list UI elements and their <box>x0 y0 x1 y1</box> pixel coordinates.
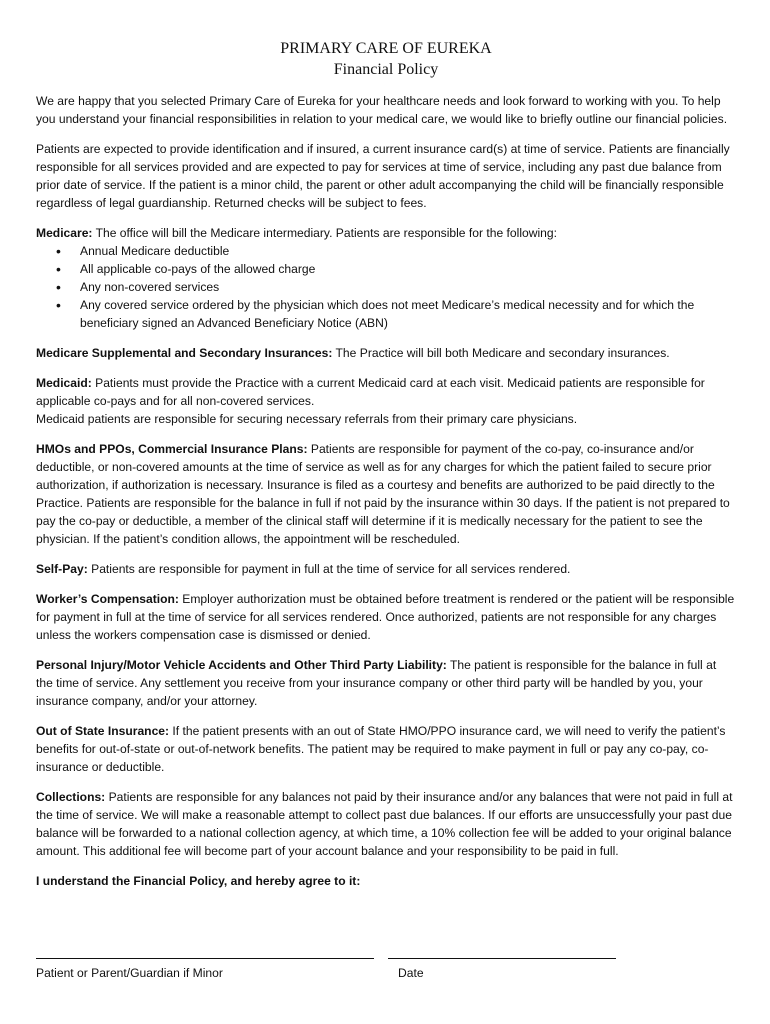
hmo-text: Patients are responsible for payment of the co-pay, co-insurance and/or deductible, or non-covered amounts at the time of service as well as for any charges for which the patient failed to secure prior authorization, if authorization is necessary. Insurance is filed as a courtesy and benefits are authorized to be paid directly to the Practice. Patients are responsible for the balance in full if not paid by the insurance within 30 days. If the patient is not prepared to pay the co-pay or deductible, a member of the clinical staff will determine if it is medically necessary for the patient to see the physician. If the patient’s condition allows, the appointment will be rescheduled. <box>36 442 730 546</box>
workers-text: Employer authorization must be obtained before treatment is rendered or the patient will be responsible for payment in full at the time of service for all services rendered. Once authorized, patients are not responsible for any charges unless the workers compensation case is dismissed or denied. <box>36 592 735 642</box>
date-signature-line[interactable] <box>388 946 616 959</box>
patient-signature-line[interactable] <box>36 946 374 959</box>
list-item: • Annual Medicare deductible <box>80 242 736 260</box>
medicare-section <box>36 224 736 332</box>
collections-heading: Collections: <box>36 790 106 804</box>
outofstate-heading: Out of State Insurance: <box>36 724 170 738</box>
medicare-bullet-list <box>36 242 736 332</box>
list-item: • Any covered service ordered by the physician which does not meet Medicare’s medical necessity and for which the beneficiary signed an Advanced Beneficiary Notice (ABN) <box>80 296 736 332</box>
outofstate-paragraph <box>36 722 736 776</box>
list-item: • Any non-covered services <box>80 278 736 296</box>
injury-heading: Personal Injury/Motor Vehicle Accidents and Other Third Party Liability: <box>36 658 447 672</box>
supplemental-heading: Medicare Supplemental and Secondary Insurances: <box>36 346 333 360</box>
list-item: • All applicable co-pays of the allowed charge <box>80 260 736 278</box>
collections-paragraph <box>36 788 736 860</box>
injury-paragraph <box>36 656 736 710</box>
hmo-heading: HMOs and PPOs, Commercial Insurance Plans: <box>36 442 308 456</box>
document-header <box>36 0 736 80</box>
selfpay-paragraph <box>36 560 736 578</box>
org-name: PRIMARY CARE OF EUREKA <box>280 40 492 57</box>
supplemental-text: The Practice will bill both Medicare and secondary insurances. <box>332 346 670 360</box>
medicaid-text-2: Medicaid patients are responsible for securing necessary referrals from their primary care physicians. <box>36 412 578 426</box>
patients-paragraph: Patients are expected to provide identification and if insured, a current insurance card(s) at time of service. Patients are financially responsible for all services provided and are expected to pay for services at time of service, including any past due balance from prior date of service. If the patient is a minor child, the parent or other adult accompanying the child will be financially responsible regardless of legal guardianship. Returned checks will be subject to fees. <box>36 142 730 210</box>
agreement-statement <box>36 872 736 890</box>
workers-heading: Worker’s Compensation: <box>36 592 179 606</box>
injury-text: The patient is responsible for the balance in full at the time of service. Any settlement you receive from your insurance company or other third party will be handled by you, your insurance company, and/or your attorney. <box>36 658 717 708</box>
supplemental-paragraph <box>36 344 736 362</box>
collections-text: Patients are responsible for any balances not paid by their insurance and/or any balances that were not paid in full at the time of service. We will make a reasonable attempt to collect past due balances. If our efforts are unsuccessfully your past due balance will be forwarded to a national collection agency, at which time, a 10% collection fee will be added to your original balance amount. This additional fee will become part of your account balance and your responsibility to be paid in full. <box>36 790 733 858</box>
medicaid-heading: Medicaid: <box>36 376 92 390</box>
medicaid-section <box>36 374 736 428</box>
date-label: Date <box>398 966 424 980</box>
document-title: Financial Policy <box>333 61 439 78</box>
selfpay-text: Patients are responsible for payment in full at the time of service for all services rendered. <box>87 562 571 576</box>
intro-paragraph: We are happy that you selected Primary Care of Eureka for your healthcare needs and look forward to working with you. To help you understand your financial responsibilities in relation to your medical care, we would like to briefly outline our financial policies. <box>36 94 728 126</box>
selfpay-heading: Self-Pay: <box>36 562 88 576</box>
workers-paragraph <box>36 590 736 644</box>
medicaid-text: Patients must provide the Practice with a current Medicaid card at each visit. Medicaid patients are responsible for applicable co-pays and for all non-covered services. <box>36 376 705 408</box>
medicare-heading: Medicare: <box>36 226 93 240</box>
agreement-text: I understand the Financial Policy, and hereby agree to it: <box>36 874 361 888</box>
patient-signature-label: Patient or Parent/Guardian if Minor <box>36 966 223 980</box>
outofstate-text: If the patient presents with an out of State HMO/PPO insurance card, we will need to verify the patient’s benefits for out-of-state or out-of-network benefits. The patient may be required to make payment in full or pay any co-pay, co-insurance or deductible. <box>36 724 726 774</box>
hmo-paragraph <box>36 440 736 548</box>
medicare-text: The office will bill the Medicare intermediary. Patients are responsible for the following: <box>92 226 557 240</box>
signature-row <box>36 946 736 986</box>
